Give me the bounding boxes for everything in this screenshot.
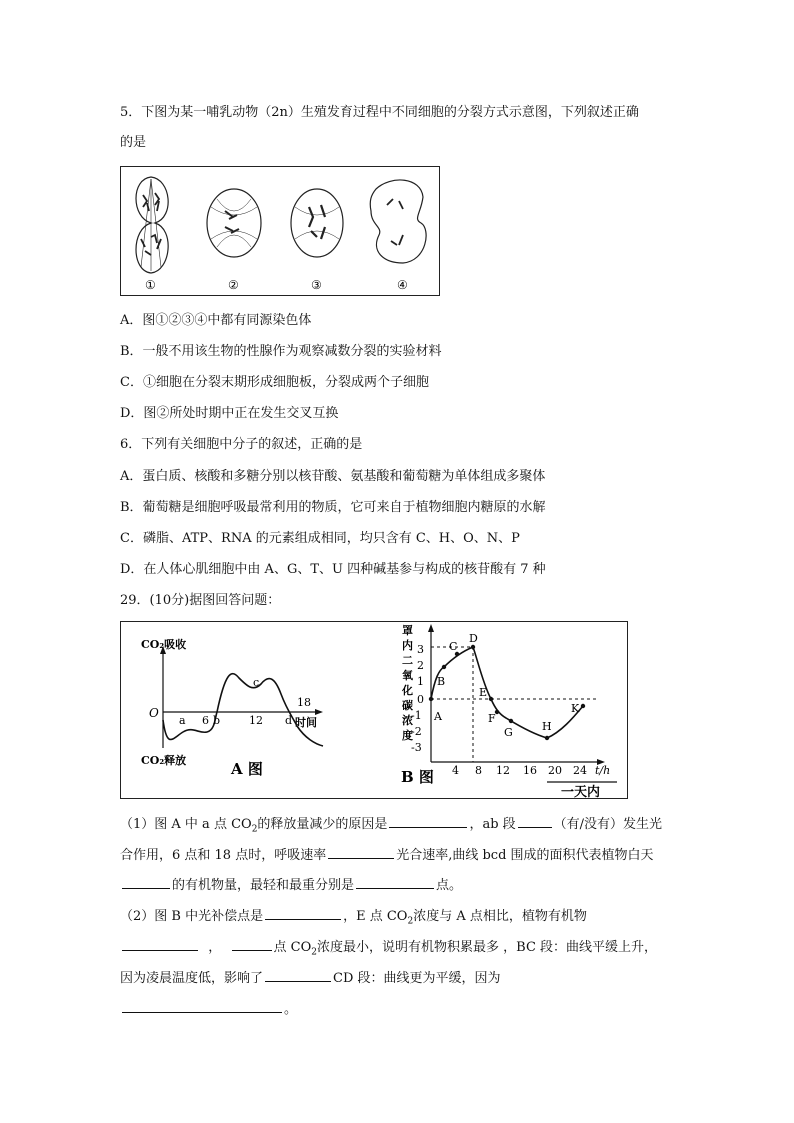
graph-b-ytick-2: 2 [417,659,424,672]
q6-stem: 6．下列有关细胞中分子的叙述，正确的是 [120,437,363,452]
q29-p2-line3 [120,968,501,988]
graph-a-origin: O [149,706,159,720]
q6-option-a: A．蛋白质、核酸和多糖分别以核苷酸、氨基酸和葡萄糖为单体组成多聚体 [120,469,546,484]
cell-4-drawing [370,180,426,263]
q29-blank-1[interactable] [389,814,467,828]
graph-b-label-e: E [479,686,488,699]
graph-b-y-arrow [428,624,434,632]
q29-p2-line2 [120,937,657,962]
q29-blank-3[interactable] [328,845,394,859]
graph-b-dot-e [489,697,493,701]
graph-b-y-label-4: 化 [402,684,413,697]
q29-p2-l1b: ，E 点 CO [343,909,408,924]
q29-graphs [120,621,628,799]
q6-option-b: B．葡萄糖是细胞呼吸最常利用的物质，它可来自于植物细胞内糖原的水解 [120,500,546,515]
graph-b-ytick-3: 3 [417,643,424,656]
graph-a-x-label: 时间 [295,716,317,729]
q29-graphs-svg [121,622,627,798]
graph-b-label-a: A [434,710,442,723]
graph-b-curve [431,647,583,738]
cell-1-drawing [136,177,168,273]
cell-3-drawing [291,189,343,257]
q29-stem: 29．(10分)据图回答问题： [120,593,281,608]
graph-b-ytick-0: 0 [417,693,424,706]
q6-option-d: D．在人体心肌细胞中由 A、G、T、U 四种碱基参与构成的核苷酸有 7 种 [120,562,546,577]
q29-p1-line2 [120,845,654,865]
graph-b-dot-k [581,704,585,708]
graph-a-tick-12: 12 [249,714,263,727]
q29-blank-5[interactable] [356,875,434,889]
graph-b-label-c: C [449,640,458,653]
q29-p2-l3b: CD 段：曲线更为平缓，因为 [333,971,501,986]
q29-p2-l3a: 因为凌晨温度低，影响了 [120,971,264,986]
graph-b-y-label-1: 内 [402,639,413,652]
graph-b-label-b: B [437,675,446,688]
q5-option-b: B．一般不用该生物的性腺作为观察减数分裂的实验材料 [120,344,442,359]
q5-stem-line2: 的是 [120,135,147,150]
graph-b-xtick-24: 24 [573,764,587,777]
q5-stem-line1: 5．下图为某一哺乳动物（2n）生殖发育过程中不同细胞的分裂方式示意图，下列叙述正确 [120,105,639,120]
graph-b-dot-g [509,719,513,723]
graph-b-x-unit: t/h [595,764,611,777]
q29-blank-2[interactable] [518,814,552,828]
graph-a-y-bottom-label: CO₂释放 [141,754,187,767]
q29-blank-10[interactable] [122,999,282,1013]
graph-b-xtick-4: 4 [452,764,459,777]
graph-b-xtick-16: 16 [523,764,537,777]
q29-p1-l1b: 的释放量减少的原因是 [257,817,388,832]
q5-option-d: D．图②所处时期中正在发生交叉互换 [120,406,339,421]
q29-p2-l2-sub: 2 [311,947,318,958]
graph-a-tick-6: 6 [202,714,209,727]
q29-p2-l1-sub: 2 [407,916,414,927]
graph-b-ytick-neg2: -2 [411,725,422,738]
graph-b [401,623,617,798]
graph-b-dot-h [545,736,549,740]
graph-a-point-a: a [179,714,186,727]
graph-b-label-g: G [504,726,513,739]
graph-b-label-k: K [571,702,580,715]
figure-label-1: ① [145,278,156,292]
graph-b-y-label-7: 度 [402,729,413,742]
graph-b-dot-d [471,645,475,649]
q29-p1-l3a: 的有机物量，最轻和最重分别是 [172,878,355,893]
graph-b-ytick-neg1: -1 [411,709,422,722]
graph-b-ytick-1: 1 [417,675,424,688]
q29-p1-l1c: ，ab 段 [469,817,516,832]
q29-blank-8[interactable] [232,937,272,951]
figure-label-4: ④ [397,278,408,292]
graph-b-y-label-5: 碳 [402,699,413,712]
graph-a-x-arrow [315,709,323,715]
cell-division-figure [120,166,440,296]
q29-p2-l2a: ， [208,940,222,955]
graph-b-label-f: F [488,712,496,725]
q29-p1-l2b: 光合速率,曲线 bcd 围成的面积代表植物白天 [396,848,654,863]
graph-a-caption: A 图 [231,760,263,778]
q29-blank-4[interactable] [122,875,170,889]
q5-option-a: A．图①②③④中都有同源染色体 [120,313,312,328]
q29-p2-line1 [120,906,587,931]
graph-b-subcaption: 一天内 [561,785,601,798]
graph-b-y-label-2: 二 [402,654,413,667]
graph-b-label-h: H [542,720,552,733]
graph-a-point-d: d [285,714,293,727]
graph-a-point-b: b [213,714,221,727]
q29-p2-l2c: 浓度最小，说明有机物积累最多 ，BC 段：曲线平缓上升， [317,940,658,955]
graph-b-caption: B 图 [401,768,434,786]
graph-b-y-label-3: 氧 [402,669,413,682]
graph-b-xtick-8: 8 [475,764,482,777]
q29-p2-l1c: 浓度与 A 点相比，植物有机物 [413,909,587,924]
q29-blank-6[interactable] [265,906,341,920]
q29-p1-l1a: （1）图 A 中 a 点 CO [120,817,252,832]
q29-p1-l1d: （有/没有）发生光 [553,817,663,832]
graph-a-y-top-label: CO₂吸收 [141,638,187,651]
graph-b-dot-b [442,665,446,669]
graph-b-xtick-20: 20 [548,764,562,777]
graph-b-y-label-6: 浓 [402,714,413,727]
figure-label-3: ③ [311,278,322,292]
q29-p1-line3 [120,875,462,895]
q29-p1-l2a: 合作用，6 点和 18 点时，呼吸速率 [120,848,327,863]
q29-p2-line4 [120,999,297,1019]
q29-p1-l1-sub: 2 [251,824,258,835]
graph-b-label-d: D [469,632,478,645]
graph-a [141,637,323,778]
graph-a-curve [163,674,323,746]
q29-p1-l3b: 点。 [436,878,463,893]
q29-p2-l2b: 点 CO [273,940,312,955]
graph-b-dot-a [429,697,433,701]
q29-p1-line1 [120,814,662,839]
figure-label-2: ② [228,278,239,292]
q29-p2-l4-end: 。 [284,1002,298,1017]
q5-option-c: C．①细胞在分裂末期形成细胞板，分裂成两个子细胞 [120,375,429,390]
graph-b-xtick-12: 12 [496,764,510,777]
q29-p2-l1a: （2）图 B 中光补偿点是 [120,909,264,924]
q29-blank-9[interactable] [265,968,331,982]
q29-blank-7[interactable] [122,937,198,951]
q6-option-c: C．磷脂、ATP、RNA 的元素组成相同，均只含有 C、H、O、N、P [120,531,520,546]
graph-b-ytick-neg3: -3 [411,741,422,754]
graph-a-point-c: c [253,676,260,689]
cell-2-drawing [207,189,261,257]
graph-a-tick-18: 18 [297,696,311,709]
graph-b-y-label-0: 罩 [402,624,413,637]
cell-division-drawings [121,167,439,295]
